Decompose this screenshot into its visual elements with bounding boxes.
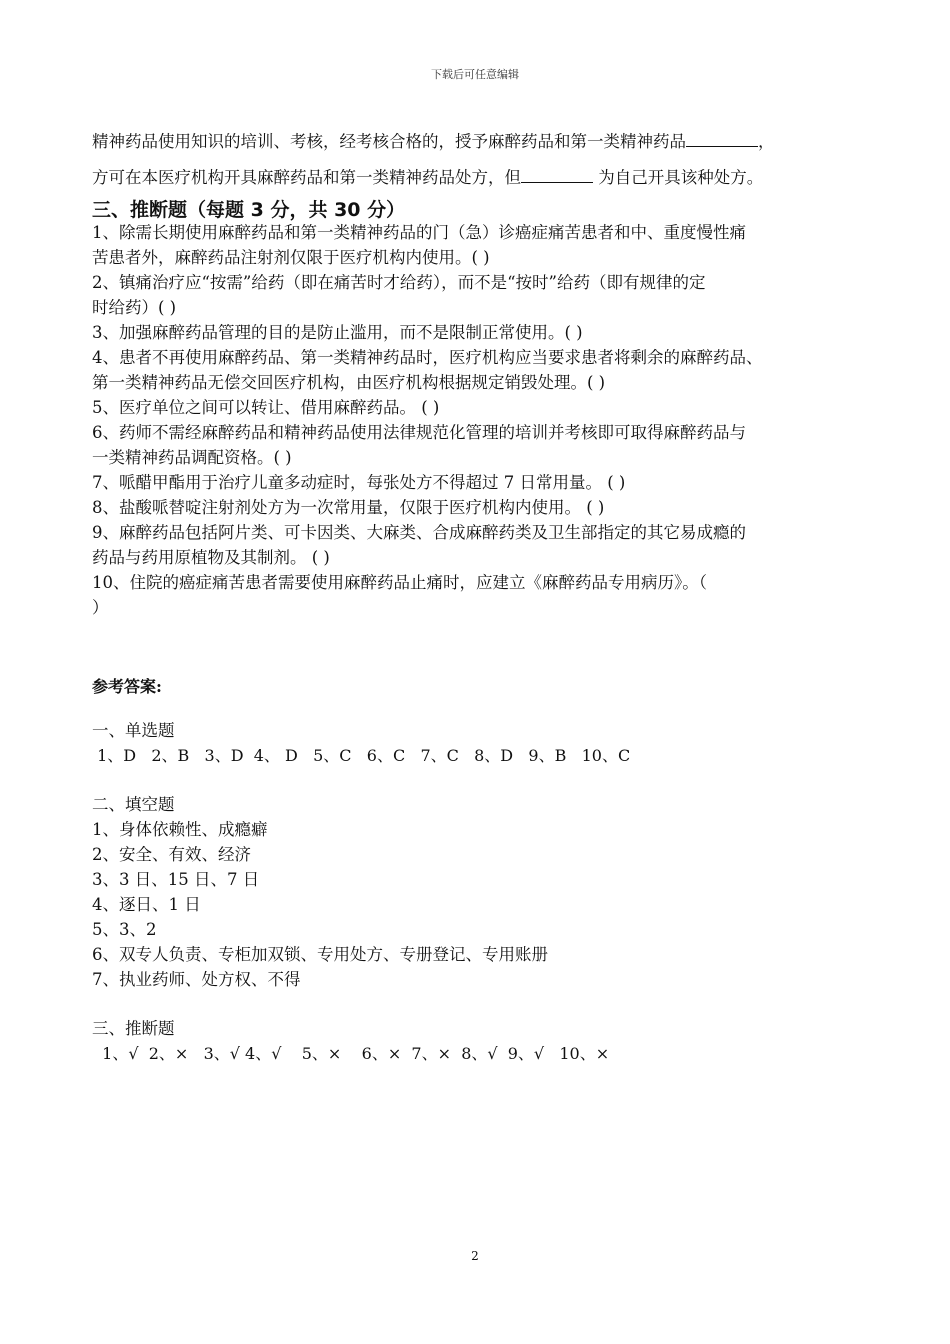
answer-item: 2、安全、有效、经济 [92,845,251,864]
answer-item: 7、执业药师、处方权、不得 [92,970,301,989]
answer-section-2 [92,792,548,992]
answer-row: 1、D 2、B 3、D 4、 D 5、C 6、C 7、C 8、D 9、B 10、C [92,746,631,765]
intro-line-2 [92,164,882,190]
answer-item: 6、双专人负责、专柜加双锁、专用处方、专册登记、专用账册 [92,945,548,964]
answer-section-title: 三、推断题 [92,1019,175,1038]
question-line: 7、哌醋甲酯用于治疗儿童多动症时，每张处方不得超过 7 日常用量。 ( ) [92,473,626,492]
answers-title: 参考答案: [92,677,162,696]
question-line: ） [92,598,109,617]
answer-section-1 [92,718,630,768]
question-line: 苦患者外，麻醉药品注射剂仅限于医疗机构内使用。( ) [92,248,490,267]
question-line: 第一类精神药品无偿交回医疗机构，由医疗机构根据规定销毁处理。( ) [92,373,606,392]
question-line: 一类精神药品调配资格。( ) [92,448,292,467]
answer-row: 1、√ 2、× 3、√ 4、√ 5、× 6、× 7、× 8、√ 9、√ 10、× [92,1044,610,1063]
intro-text: 精神药品使用知识的培训、考核，经考核合格的，授予麻醉药品和第一类精神药品 [92,132,686,151]
question-list [92,220,763,620]
page-header: 下载后可任意编辑 [431,68,519,81]
question-line: 5、医疗单位之间可以转让、借用麻醉药品。 ( ) [92,398,440,417]
answer-blank [521,164,593,183]
answer-blank [686,128,758,147]
intro-text: 方可在本医疗机构开具麻醉药品和第一类精神药品处方，但 [92,168,521,187]
question-line: 6、药师不需经麻醉药品和精神药品使用法律规范化管理的培训并考核即可取得麻醉药品与 [92,423,746,442]
answer-item: 5、3、2 [92,920,157,939]
question-line: 时给药）( ) [92,298,177,317]
question-line: 药品与药用原植物及其制剂。 ( ) [92,548,330,567]
answer-item: 1、身体依赖性、成瘾癖 [92,820,268,839]
question-line: 2、镇痛治疗应“按需”给药（即在痛苦时才给药），而不是“按时”给药（即有规律的定 [92,273,706,292]
question-line: 1、除需长期使用麻醉药品和第一类精神药品的门（急）诊癌症痛苦患者和中、重度慢性痛 [92,223,746,242]
intro-text: ， [758,132,775,151]
section-title: 三、推断题（每题 3 分，共 30 分） [92,199,406,221]
answer-section-title: 二、填空题 [92,795,175,814]
intro-text: 为自己开具该种处方。 [593,168,764,187]
question-line: 8、盐酸哌替啶注射剂处方为一次常用量，仅限于医疗机构内使用。 ( ) [92,498,605,517]
question-line: 4、患者不再使用麻醉药品、第一类精神药品时，医疗机构应当要求患者将剩余的麻醉药品、 [92,348,763,367]
intro-line-1 [92,128,882,154]
question-line: 10、住院的癌症痛苦患者需要使用麻醉药品止痛时，应建立《麻醉药品专用病历》。（ [92,573,707,592]
question-line: 9、麻醉药品包括阿片类、可卡因类、大麻类、合成麻醉药类及卫生部指定的其它易成瘾的 [92,523,746,542]
answer-section-title: 一、单选题 [92,721,175,740]
answer-item: 3、3 日、15 日、7 日 [92,870,260,889]
answer-item: 4、逐日、1 日 [92,895,201,914]
page-number: 2 [471,1249,479,1263]
answer-section-3 [92,1016,609,1066]
question-line: 3、加强麻醉药品管理的目的是防止滥用，而不是限制正常使用。( ) [92,323,583,342]
